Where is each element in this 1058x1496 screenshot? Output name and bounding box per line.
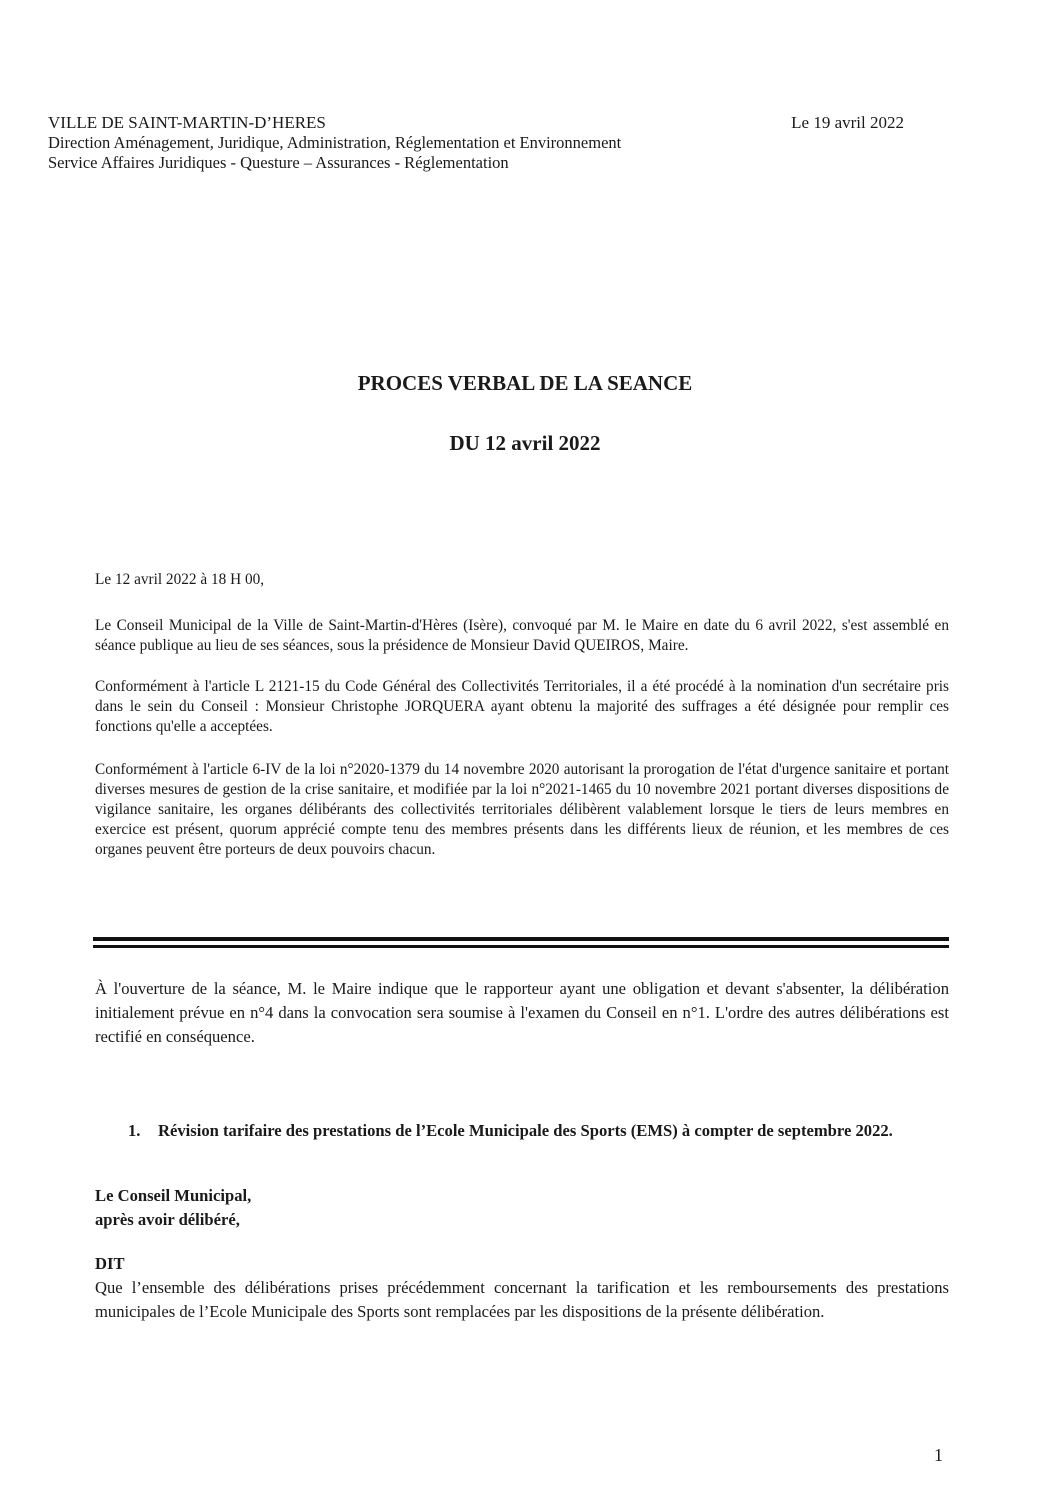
city-name: VILLE DE SAINT-MARTIN-D’HERES [48,113,326,132]
direction-name: Direction Aménagement, Juridique, Administration, Réglementation et Environnement [48,133,622,152]
agenda-item-title: Révision tarifaire des prestations de l’Ecole Municipale des Sports (EMS) à compter de septembre 2022. [158,1121,893,1140]
document-subtitle: DU 12 avril 2022 [449,431,601,455]
paragraph-secretary: Conformément à l'article L 2121-15 du Code Général des Collectivités Territoriales, il a été procédé à la nomination d'un secrétaire pris dans le sein du Conseil : Monsieur Christophe JORQUERA ayant obtenu la majorité des suffrages a été désignée pour remplir ces fonctions qu'elle a acceptées. [95,678,949,735]
paragraph-convocation: Le Conseil Municipal de la Ville de Saint-Martin-d'Hères (Isère), convoqué par M. le Maire en date du 6 avril 2022, s'est assemblé en séance publique au lieu de ses séances, sous la présidence de Monsieur David QUEIROS, Maire. [95,617,949,654]
opening-line: Le 12 avril 2022 à 18 H 00, [95,571,265,588]
decision-text: Que l’ensemble des délibérations prises précédemment concernant la tarification et les remboursements des prestations municipales de l’Ecole Municipale des Sports sont remplacées par les dispositions de la présente délibération. [95,1278,949,1321]
agenda-item-number: 1. [128,1121,141,1140]
document-date: Le 19 avril 2022 [791,113,904,132]
document-title: PROCES VERBAL DE LA SEANCE [357,371,693,395]
council-label: Le Conseil Municipal, [95,1186,252,1205]
page-number: 1 [934,1445,943,1465]
dit-label: DIT [95,1254,125,1273]
letterhead [48,113,621,173]
divider-thick [93,937,949,941]
paragraph-quorum: Conformément à l'article 6-IV de la loi n°2020-1379 du 14 novembre 2020 autorisant la prorogation de l'état d'urgence sanitaire et portant diverses mesures de gestion de la crise sanitaire, et modifiée par la loi n°2021-1465 du 10 novembre 2021 portant diverses dispositions de vigilance sanitaire, les organes délibérants des collectivités territoriales délibèrent valablement lorsque le tiers de leurs membres en exercice est présent, quorum apprécié compte tenu des membres présents dans les différents lieux de réunion, et les membres de ces organes peuvent être porteurs de deux pouvoirs chacun. [95,761,949,858]
service-name: Service Affaires Juridiques - Questure – Assurances - Réglementation [48,153,509,172]
deliberated-label: après avoir délibéré, [95,1210,240,1229]
agenda-item-1 [128,1120,948,1142]
divider-thin [93,945,949,948]
paragraph-order-change: À l'ouverture de la séance, M. le Maire indique que le rapporteur ayant une obligation et devant s'absenter, la délibération initialement prévue en n°4 dans la convocation sera soumise à l'examen du Conseil en n°1. L'ordre des autres délibérations est rectifié en conséquence. [95,979,949,1046]
